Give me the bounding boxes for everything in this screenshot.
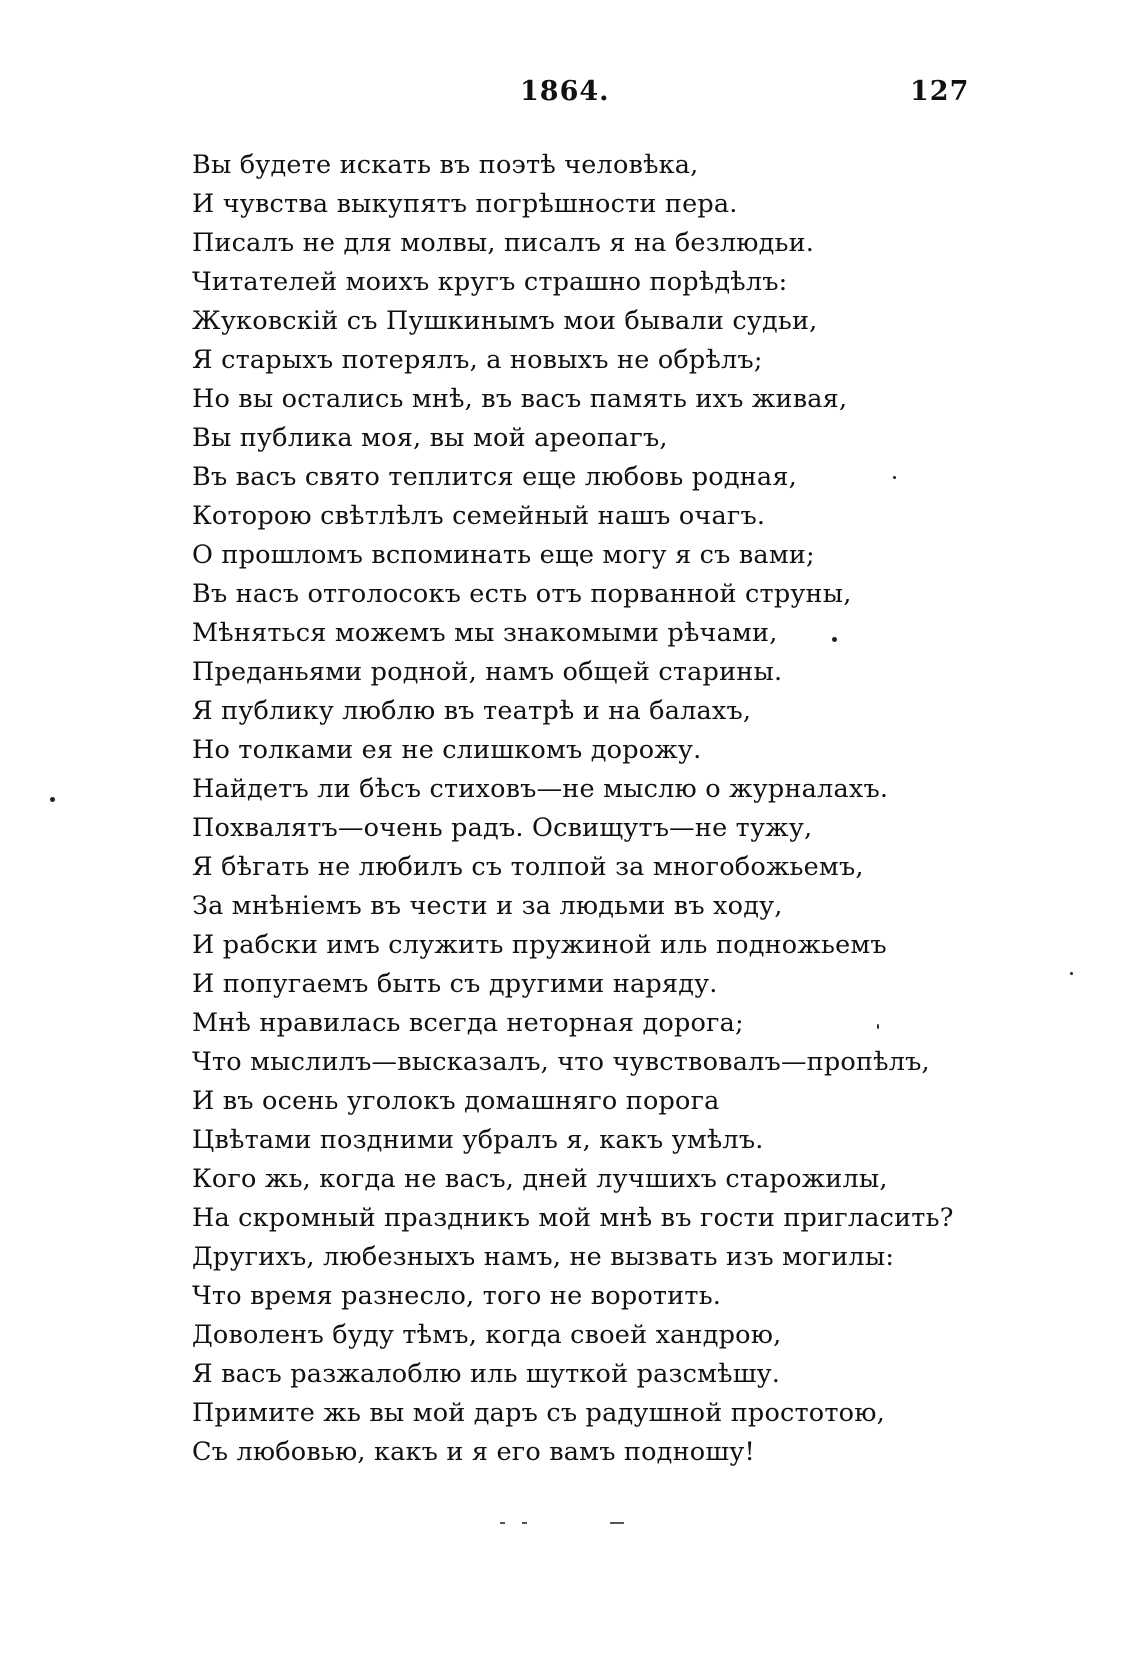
poem-line: Читателей моихъ кругъ страшно порѣдѣлъ: (192, 267, 788, 297)
poem-line: И рабски имъ служить пружиной иль подножьемъ (192, 930, 887, 960)
poem-line: Цвѣтами поздними убралъ я, какъ умѣлъ. (192, 1125, 764, 1155)
poem-line: Жуковскій съ Пушкинымъ мои бывали судьи, (192, 306, 818, 336)
poem-line: Въ васъ свято теплится еще любовь родная, (192, 462, 797, 492)
poem-line: Я публику люблю въ театрѣ и на балахъ, (192, 696, 752, 726)
poem-line: Съ любовью, какъ и я его вамъ подношу! (192, 1437, 755, 1467)
poem-line: Въ насъ отголосокъ есть отъ порванной струны, (192, 579, 852, 609)
poem-line: Писалъ не для молвы, писалъ я на безлюдьи. (192, 228, 815, 258)
poem-line: Мѣняться можемъ мы знакомыми рѣчами, (192, 618, 778, 648)
end-ornament (522, 1522, 527, 1524)
poem-line: Что время разнесло, того не воротить. (192, 1281, 722, 1311)
poem-line: И попугаемъ быть съ другими наряду. (192, 969, 718, 999)
poem-line: О прошломъ вспоминать еще могу я съ вами; (192, 540, 815, 570)
end-ornament (610, 1522, 624, 1524)
poem (192, 146, 1112, 1472)
poem-line: Примите жь вы мой даръ съ радушной простотою, (192, 1398, 885, 1428)
poem-line: Что мыслилъ—высказалъ, что чувствовалъ—пропѣлъ, (192, 1047, 930, 1077)
scan-speck (1070, 972, 1073, 975)
poem-line: Но толками ея не слишкомъ дорожу. (192, 735, 702, 765)
poem-line: За мнѣніемъ въ чести и за людьми въ ходу, (192, 891, 783, 921)
poem-line: Другихъ, любезныхъ намъ, не вызвать изъ могилы: (192, 1242, 895, 1272)
page-number: 127 (910, 76, 970, 107)
scan-speck (877, 1024, 879, 1029)
end-ornament (500, 1522, 505, 1524)
header-year: 1864. (520, 76, 610, 107)
running-header (0, 76, 1140, 116)
scan-speck (50, 797, 55, 802)
poem-line: Которою свѣтлѣлъ семейный нашъ очагъ. (192, 501, 766, 531)
poem-line: Вы будете искать въ поэтѣ человѣка, (192, 150, 699, 180)
poem-line: Я бѣгать не любилъ съ толпой за многобожьемъ, (192, 852, 864, 882)
poem-line: Вы публика моя, вы мой ареопагъ, (192, 423, 668, 453)
poem-line: Доволенъ буду тѣмъ, когда своей хандрою, (192, 1320, 782, 1350)
poem-line: Я старыхъ потерялъ, а новыхъ не обрѣлъ; (192, 345, 763, 375)
poem-line: И въ осень уголокъ домашняго порога (192, 1086, 720, 1116)
scan-speck (832, 637, 837, 642)
scan-speck (893, 476, 896, 479)
poem-line: Я васъ разжалоблю иль шуткой разсмѣшу. (192, 1359, 781, 1389)
poem-line: Похвалятъ—очень радъ. Освищутъ—не тужу, (192, 813, 813, 843)
poem-line: И чувства выкупятъ погрѣшности пера. (192, 189, 738, 219)
poem-line: Мнѣ нравилась всегда неторная дорога; (192, 1008, 744, 1038)
poem-line: На скромный праздникъ мой мнѣ въ гости пригласить? (192, 1203, 954, 1233)
poem-line: Найдетъ ли бѣсъ стиховъ—не мыслю о журналахъ. (192, 774, 889, 804)
poem-line: Преданьями родной, намъ общей старины. (192, 657, 783, 687)
poem-line: Но вы остались мнѣ, въ васъ память ихъ живая, (192, 384, 848, 414)
poem-line: Кого жь, когда не васъ, дней лучшихъ старожилы, (192, 1164, 888, 1194)
